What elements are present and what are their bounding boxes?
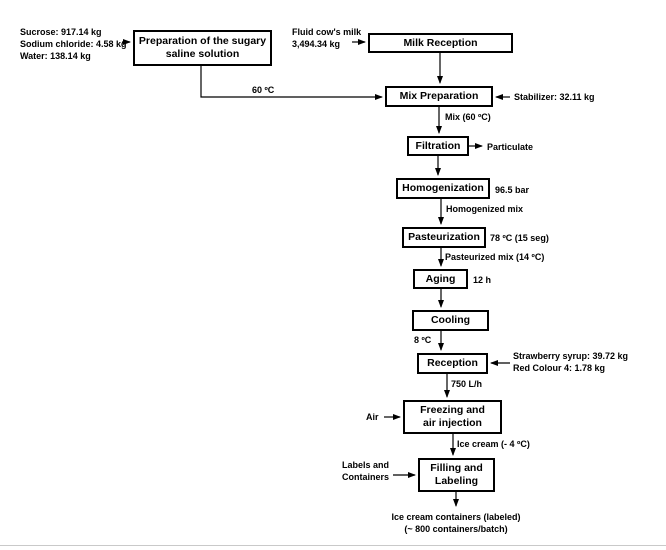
node-cooling	[412, 310, 489, 331]
node-label: Filling and	[430, 462, 483, 474]
output-final-product	[346, 511, 566, 535]
text-line: Ice cream containers (labeled)	[391, 512, 521, 522]
param-cooling-temperature: 8 ºC	[414, 335, 432, 345]
stream-pasteurized-mix: Pasteurized mix (14 ºC)	[445, 252, 545, 262]
input-fluid-milk	[292, 26, 361, 50]
node-label: Preparation of the sugary	[138, 35, 267, 47]
node-label: Labeling	[434, 475, 479, 487]
text-line: Sodium chloride: 4.58 kg	[20, 39, 127, 49]
node-aging	[413, 269, 468, 289]
text-line: Strawberry syrup: 39.72 kg	[513, 351, 629, 361]
node-label: Pasteurization	[408, 231, 480, 243]
node-label: Reception	[427, 357, 478, 369]
arrow-preparation-to-mixprep	[201, 66, 382, 97]
node-label: Freezing and	[420, 404, 485, 416]
stream-homogenized-mix: Homogenized mix	[446, 204, 524, 214]
node-filling-labeling	[418, 458, 495, 492]
node-label: Filtration	[415, 139, 461, 152]
input-labels-containers	[342, 459, 389, 483]
node-label: Milk Reception	[403, 36, 478, 49]
text-line: Containers	[342, 472, 390, 482]
param-aging-time: 12 h	[473, 275, 492, 285]
node-label: Aging	[425, 272, 456, 285]
node-mix-preparation	[385, 86, 493, 107]
node-freezing-air-injection	[403, 400, 502, 434]
text-line: Labels and	[342, 460, 390, 470]
output-particulate: Particulate	[487, 142, 534, 152]
text-line: Red Colour 4: 1.78 kg	[513, 363, 606, 373]
param-reception-flowrate: 750 L/h	[451, 379, 483, 389]
text-line: 3,494.34 kg	[292, 39, 341, 49]
stream-ice-cream: Ice cream (- 4 ºC)	[457, 439, 530, 449]
node-label: air injection	[423, 417, 482, 429]
node-label: Mix Preparation	[399, 90, 479, 102]
text-line: Water: 138.14 kg	[20, 51, 91, 61]
page-border-line	[0, 545, 666, 546]
input-stabilizer: Stabilizer: 32.11 kg	[514, 92, 595, 102]
node-homogenization	[396, 178, 490, 199]
stream-mix-60: Mix (60 ºC)	[445, 112, 491, 122]
node-reception	[417, 353, 488, 374]
label-mix-temperature: 60 ºC	[252, 85, 275, 95]
node-label: saline solution	[165, 48, 240, 60]
node-filtration	[407, 136, 469, 156]
input-air: Air	[366, 412, 379, 422]
node-preparation-sugary-saline	[133, 30, 272, 66]
node-pasteurization	[402, 227, 486, 248]
node-milk-reception	[368, 33, 513, 53]
param-pasteurization: 78 ºC (15 seg)	[490, 233, 549, 243]
input-saline-ingredients	[20, 26, 127, 62]
text-line: Fluid cow's milk	[292, 27, 362, 37]
param-homogenization-pressure: 96.5 bar	[495, 185, 530, 195]
text-line: (~ 800 containers/batch)	[404, 524, 508, 534]
text-line: Sucrose: 917.14 kg	[20, 27, 102, 37]
node-label: Cooling	[430, 314, 471, 326]
input-syrup-colour	[513, 350, 628, 374]
node-label: Homogenization	[402, 182, 484, 194]
